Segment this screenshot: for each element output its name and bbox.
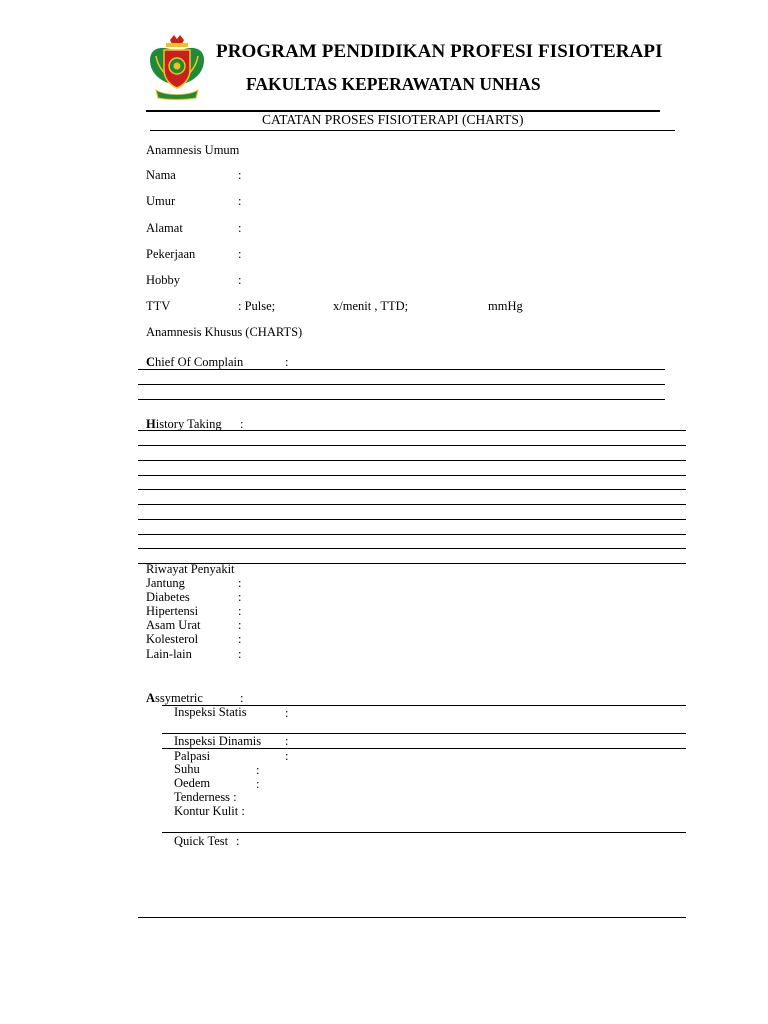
field-colon: : <box>238 168 242 182</box>
history-rest: istory Taking <box>155 417 222 431</box>
history-colon: : <box>240 417 244 431</box>
field-colon: : <box>238 576 242 590</box>
history-line-8[interactable] <box>138 534 686 535</box>
quick-test-label: Quick Test <box>174 834 229 848</box>
inspeksi-dinamis-line[interactable] <box>162 748 686 749</box>
field-colon: : <box>238 221 242 235</box>
field-label-umur: Umur <box>146 194 176 208</box>
oedem-label: Oedem <box>174 776 211 790</box>
suhu-label: Suhu <box>174 762 200 776</box>
history-line-3[interactable] <box>138 460 686 461</box>
inspeksi-dinamis-colon: : <box>285 734 289 748</box>
field-label-pekerjaan: Pekerjaan <box>146 247 196 261</box>
tenderness-label: Tenderness : <box>174 790 237 804</box>
field-colon: : <box>238 590 242 604</box>
field-label-ttv: TTV <box>146 299 171 313</box>
inspeksi-statis-label: Inspeksi Statis <box>174 705 247 719</box>
history-line-6[interactable] <box>138 504 686 505</box>
history-line-5[interactable] <box>138 489 686 490</box>
field-label-nama: Nama <box>146 168 176 182</box>
inspeksi-statis-colon: : <box>285 706 289 720</box>
field-colon: : <box>238 618 242 632</box>
header-rule-bottom <box>150 130 675 131</box>
quick-test-line[interactable] <box>138 917 686 918</box>
riwayat-lain-lain: Lain-lain <box>146 647 192 661</box>
field-colon: : <box>238 273 242 287</box>
palpasi-line[interactable] <box>162 832 686 833</box>
form-subtitle: CATATAN PROSES FISIOTERAPI (CHARTS) <box>262 112 524 127</box>
suhu-colon: : <box>256 763 260 777</box>
chief-line-2[interactable] <box>138 384 665 385</box>
history-initial: H <box>146 417 156 431</box>
unhas-logo <box>148 34 206 100</box>
riwayat-jantung: Jantung <box>146 576 185 590</box>
palpasi-label: Palpasi <box>174 749 211 763</box>
history-line-4[interactable] <box>138 475 686 476</box>
faculty-title: FAKULTAS KEPERAWATAN UNHAS <box>246 74 541 94</box>
assymetric-colon: : <box>240 691 244 705</box>
ttv-pulse: : Pulse; <box>238 299 276 313</box>
ttv-unit-mmhg: mmHg <box>488 299 523 313</box>
chief-rest: hief Of Complain <box>155 355 244 369</box>
field-colon: : <box>238 604 242 618</box>
ttv-unit-xmenit: x/menit , TTD; <box>333 299 409 313</box>
field-label-alamat: Alamat <box>146 221 183 235</box>
chief-initial: C <box>146 355 156 369</box>
quick-test-colon: : <box>236 834 240 848</box>
oedem-colon: : <box>256 777 260 791</box>
anamnesis-khusus-heading: Anamnesis Khusus (CHARTS) <box>146 325 303 339</box>
kontur-kulit-label: Kontur Kulit : <box>174 804 245 818</box>
chief-line-1[interactable] <box>138 369 665 370</box>
history-taking-label <box>146 417 222 431</box>
field-colon: : <box>238 247 242 261</box>
chief-colon: : <box>285 355 289 369</box>
chief-complain-label <box>146 355 243 369</box>
assymetric-label <box>146 691 203 705</box>
history-line-9[interactable] <box>138 548 686 549</box>
palpasi-colon: : <box>285 749 289 763</box>
field-colon: : <box>238 194 242 208</box>
history-line-2[interactable] <box>138 445 686 446</box>
chief-line-3[interactable] <box>138 399 665 400</box>
riwayat-hipertensi: Hipertensi <box>146 604 199 618</box>
riwayat-heading: Riwayat Penyakit <box>146 562 235 576</box>
inspeksi-dinamis-label: Inspeksi Dinamis <box>174 734 262 748</box>
field-colon: : <box>238 632 242 646</box>
riwayat-kolesterol: Kolesterol <box>146 632 199 646</box>
assymetric-rest: ssymetric <box>155 691 203 705</box>
history-line-1[interactable] <box>138 430 686 431</box>
history-line-7[interactable] <box>138 519 686 520</box>
assymetric-initial: A <box>146 691 156 705</box>
anamnesis-umum-heading: Anamnesis Umum <box>146 143 240 157</box>
riwayat-asam-urat: Asam Urat <box>146 618 201 632</box>
field-label-hobby: Hobby <box>146 273 181 287</box>
field-colon: : <box>238 647 242 661</box>
program-title: PROGRAM PENDIDIKAN PROFESI FISIOTERAPI <box>216 41 663 62</box>
riwayat-diabetes: Diabetes <box>146 590 190 604</box>
